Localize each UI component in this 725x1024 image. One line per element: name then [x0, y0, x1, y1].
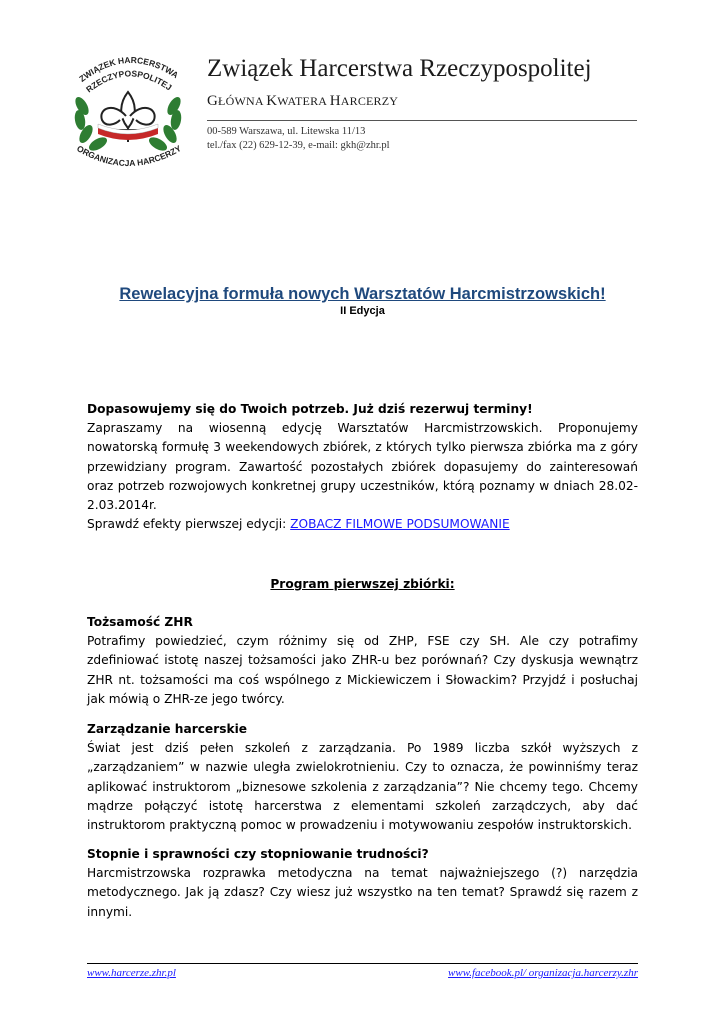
contact-line: tel./fax (22) 629-12-39, e-mail: gkh@zhr.pl: [207, 140, 390, 151]
zhr-logo: [68, 50, 188, 175]
intro-section: [87, 400, 638, 534]
document-title: Rewelacyjna formuła nowych Warsztatów Harcmistrzowskich!: [119, 285, 606, 303]
header-divider: [207, 120, 637, 121]
logo-text-top1: ZWIĄZEK HARCERSTWA: [77, 54, 181, 84]
section-body: Harcmistrzowska rozprawka metodyczna na temat najważniejszego (?) narzędzia metodycznego. Jak ją zdasz? Czy wiesz już wszystko na ten temat? Sprawdź się razem z innymi.: [87, 866, 638, 919]
section-identity: [87, 613, 638, 709]
section-heading: Tożsamość ZHR: [87, 615, 193, 629]
section-body: Potrafimy powiedzieć, czym różnimy się od ZHP, FSE czy SH. Ale czy potrafimy zdefiniować istotę naszej tożsamości jako ZHR-u bez porównań? Czy dyskusja wewnątrz ZHR nt. tożsamości ma coś wspólnego z Mickiewiczem i Słowackim? Przyjdź i posłuchaj jak mówią o ZHR-ze jego twórcy.: [87, 634, 638, 706]
logo-text-top2: RZECZYPOSPOLITEJ: [84, 68, 174, 95]
footer-divider: [87, 963, 638, 964]
intro-heading: Dopasowujemy się do Twoich potrzeb. Już dziś rezerwuj terminy!: [87, 402, 533, 416]
section-ranks: [87, 845, 638, 922]
intro-body: Zapraszamy na wiosenną edycję Warsztatów Harcmistrzowskich. Proponujemy nowatorską formułę 3 weekendowych zbiórek, z których tylko pierwsza zbiórka ma z góry przewidziany program. Zawartość pozostałych zbiórek dopasujemy do zainteresowań oraz potrzeb rozwojowych konkretnej grupy uczestników, którą poznamy w dniach 28.02-2.03.2014r.: [87, 421, 638, 513]
footer-facebook-link[interactable]: www.facebook.pl/ organizacja.harcerzy.zhr: [448, 967, 638, 979]
effects-line: [87, 515, 638, 534]
section-management: [87, 720, 638, 835]
logo-text-bottom: ORGANIZACJA HARCERZY: [75, 143, 183, 169]
video-summary-link[interactable]: ZOBACZ FILMOWE PODSUMOWANIE: [290, 517, 510, 532]
section-heading: Zarządzanie harcerskie: [87, 722, 248, 736]
address-block: [207, 125, 390, 153]
org-name: Związek Harcerstwa Rzeczypospolitej: [207, 55, 592, 82]
edition-label: II Edycja: [340, 305, 385, 317]
program-title: Program pierwszej zbiórki:: [270, 577, 455, 591]
section-body: Świat jest dziś pełen szkoleń z zarządzania. Po 1989 liczba szkół wyższych z „zarządzaniem” w nazwie uległa zwielokrotnieniu. Czy to oznacza, że powinniśmy teraz aplikować instruktorom „biznesowe szkolenia z zarządzania”? Nie chcemy tego. Chcemy mądrze połączyć istotę harcerstwa z elementami szkoleń zarządczych, aby dać instruktorom praktyczną pomoc w prowadzeniu i motywowaniu zespołów instruktorskich.: [87, 741, 638, 833]
footer-website-link[interactable]: www.harcerze.zhr.pl: [87, 967, 176, 979]
effects-prefix: Sprawdź efekty pierwszej edycji:: [87, 517, 291, 532]
address-line: 00-589 Warszawa, ul. Litewska 11/13: [207, 126, 366, 137]
org-subtitle: GŁÓWNA KWATERA HARCERZY: [207, 93, 399, 109]
section-heading: Stopnie i sprawności czy stopniowanie trudności?: [87, 847, 429, 861]
